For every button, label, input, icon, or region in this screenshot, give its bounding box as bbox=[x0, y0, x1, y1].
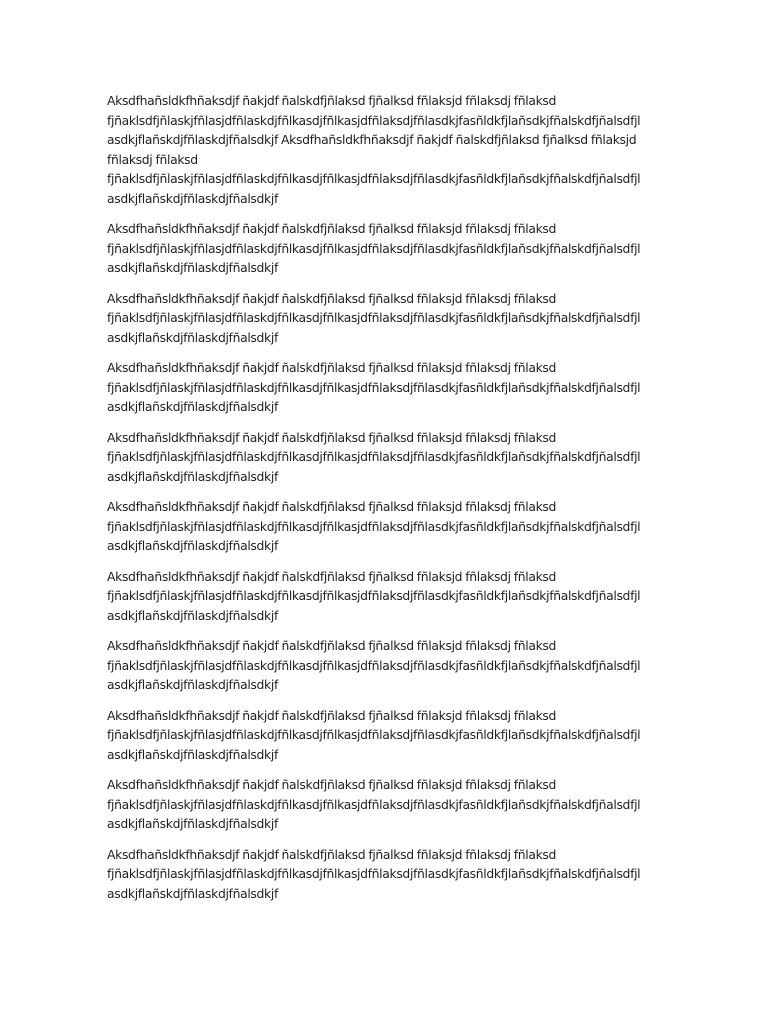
paragraph-line: asdkjflañskdjfñlaskdjfñalsdkjf bbox=[107, 677, 278, 692]
paragraph-line: asdkjflañskdjfñlaskdjfñalsdkjf bbox=[107, 329, 278, 345]
paragraph-line: asdkjflañskdjfñlaskdjfñalsdkjf bbox=[107, 746, 278, 762]
paragraph-line: Aksdfhañsldkfhñaksdjf ñakjdf ñalskdfjñlaksd fjñalksd fñlaksjd fñlaksdj fñlaksd bbox=[107, 777, 557, 792]
paragraph-line: Aksdfhañsldkfhñaksdjf ñakjdf ñalskdfjñlaksd fjñalksd fñlaksjd fñlaksdj fñlaksd bbox=[107, 290, 557, 306]
paragraph bbox=[107, 706, 667, 765]
paragraph-line: fjñaklsdfjñlaskjfñlasjdfñlaskdjfñlkasdjfñlkasjdfñlaksdjfñlasdkjfasñldkfjlañsdkjfñalskdfjñalsdfjl bbox=[107, 796, 641, 812]
paragraph-line: fjñaklsdfjñlaskjfñlasjdfñlaskdjfñlkasdjfñlkasjdfñlaksdjfñlasdkjfasñldkfjlañsdkjfñalskdfjñalsdfjl bbox=[107, 112, 641, 128]
paragraph bbox=[107, 358, 667, 417]
paragraph-line: fjñaklsdfjñlaskjfñlasjdfñlaskdjfñlkasdjfñlkasjdfñlaksdjfñlasdkjfasñldkfjlañsdkjfñalskdfjñalsdfjl bbox=[107, 866, 641, 881]
paragraph-line: asdkjflañskdjfñlaskdjfñalsdkjf bbox=[107, 885, 278, 901]
paragraph bbox=[107, 497, 667, 556]
paragraph-line: Aksdfhañsldkfhñaksdjf ñakjdf ñalskdfjñlaksd fjñalksd fñlaksjd fñlaksdj fñlaksd bbox=[107, 568, 557, 584]
paragraph-line: fjñaklsdfjñlaskjfñlasjdfñlaskdjfñlkasdjfñlkasjdfñlaksdjfñlasdkjfasñldkfjlañsdkjfñalskdfjñalsdfjl bbox=[107, 727, 641, 742]
paragraph-line: fjñaklsdfjñlaskjfñlasjdfñlaskdjfñlkasdjfñlkasjdfñlaksdjfñlasdkjfasñldkfjlañsdkjfñalskdfjñalsdfjl bbox=[107, 588, 641, 603]
paragraph bbox=[107, 636, 667, 695]
paragraph-line: fjñaklsdfjñlaskjfñlasjdfñlaskdjfñlkasdjfñlkasjdfñlaksdjfñlasdkjfasñldkfjlañsdkjfñalskdfjñalsdfjl bbox=[107, 310, 641, 325]
paragraph-line: fjñaklsdfjñlaskjfñlasjdfñlaskdjfñlkasdjfñlkasjdfñlaksdjfñlasdkjfasñldkfjlañsdkjfñalskdfjñalsdfjl bbox=[107, 518, 641, 534]
paragraph-line: asdkjflañskdjfñlaskdjfñalsdkjf bbox=[107, 816, 278, 831]
paragraph bbox=[107, 845, 667, 904]
paragraph-line: Aksdfhañsldkfhñaksdjf ñakjdf ñalskdfjñlaksd fjñalksd fñlaksjd fñlaksdj fñlaksd bbox=[107, 93, 557, 108]
paragraph-line: Aksdfhañsldkfhñaksdjf ñakjdf ñalskdfjñlaksd fjñalksd fñlaksjd fñlaksdj fñlaksd bbox=[107, 499, 557, 514]
paragraph-line: fjñaklsdfjñlaskjfñlasjdfñlaskdjfñlkasdjfñlkasjdfñlaksdjfñlasdkjfasñldkfjlañsdkjfñalskdfjñalsdfjl bbox=[107, 171, 641, 186]
paragraph bbox=[107, 775, 667, 834]
paragraph-line: fjñaklsdfjñlaskjfñlasjdfñlaskdjfñlkasdjfñlkasjdfñlaksdjfñlasdkjfasñldkfjlañsdkjfñalskdfjñalsdfjl bbox=[107, 379, 641, 395]
paragraph-line: Aksdfhañsldkfhñaksdjf ñakjdf ñalskdfjñlaksd fjñalksd fñlaksjd fñlaksdj fñlaksd bbox=[107, 638, 557, 653]
paragraph bbox=[107, 219, 667, 278]
paragraph-line: asdkjflañskdjfñlaskdjfñalsdkjf bbox=[107, 399, 278, 414]
paragraph-line: Aksdfhañsldkfhñaksdjf ñakjdf ñalskdfjñlaksd fjñalksd fñlaksjd fñlaksdj fñlaksd bbox=[107, 846, 557, 862]
paragraph-line: asdkjflañskdjfñlaskdjfñalsdkjf bbox=[107, 190, 278, 206]
paragraph-line: fjñaklsdfjñlaskjfñlasjdfñlaskdjfñlkasdjfñlkasjdfñlaksdjfñlasdkjfasñldkfjlañsdkjfñalskdfjñalsdfjl bbox=[107, 449, 641, 464]
paragraph-line: Aksdfhañsldkfhñaksdjf ñakjdf ñalskdfjñlaksd fjñalksd fñlaksjd fñlaksdj fñlaksd bbox=[107, 221, 557, 236]
paragraph-line: fñlaksdj fñlaksd bbox=[107, 151, 198, 167]
document-body bbox=[107, 91, 667, 914]
paragraph bbox=[107, 428, 667, 487]
paragraph-line: asdkjflañskdjfñlaskdjfñalsdkjf bbox=[107, 468, 278, 484]
paragraph-line: fjñaklsdfjñlaskjfñlasjdfñlaskdjfñlkasdjfñlkasjdfñlaksdjfñlasdkjfasñldkfjlañsdkjfñalskdfjñalsdfjl bbox=[107, 240, 641, 256]
paragraph-line: Aksdfhañsldkfhñaksdjf ñakjdf ñalskdfjñlaksd fjñalksd fñlaksjd fñlaksdj fñlaksd bbox=[107, 707, 557, 723]
paragraph bbox=[107, 567, 667, 626]
paragraph-line: Aksdfhañsldkfhñaksdjf ñakjdf ñalskdfjñlaksd fjñalksd fñlaksjd fñlaksdj fñlaksd bbox=[107, 360, 557, 375]
paragraph-line: asdkjflañskdjfñlaskdjfñalsdkjf Aksdfhañsldkfhñaksdjf ñakjdf ñalskdfjñlaksd fjñalksd fñlaksjd bbox=[107, 132, 637, 147]
paragraph-line: asdkjflañskdjfñlaskdjfñalsdkjf bbox=[107, 538, 278, 553]
paragraph-line: Aksdfhañsldkfhñaksdjf ñakjdf ñalskdfjñlaksd fjñalksd fñlaksjd fñlaksdj fñlaksd bbox=[107, 429, 557, 445]
paragraph bbox=[107, 289, 667, 348]
paragraph-line: fjñaklsdfjñlaskjfñlasjdfñlaskdjfñlkasdjfñlkasjdfñlaksdjfñlasdkjfasñldkfjlañsdkjfñalskdfjñalsdfjl bbox=[107, 657, 641, 673]
paragraph-line: asdkjflañskdjfñlaskdjfñalsdkjf bbox=[107, 260, 278, 275]
paragraph-line: asdkjflañskdjfñlaskdjfñalsdkjf bbox=[107, 607, 278, 623]
paragraph bbox=[107, 91, 667, 208]
